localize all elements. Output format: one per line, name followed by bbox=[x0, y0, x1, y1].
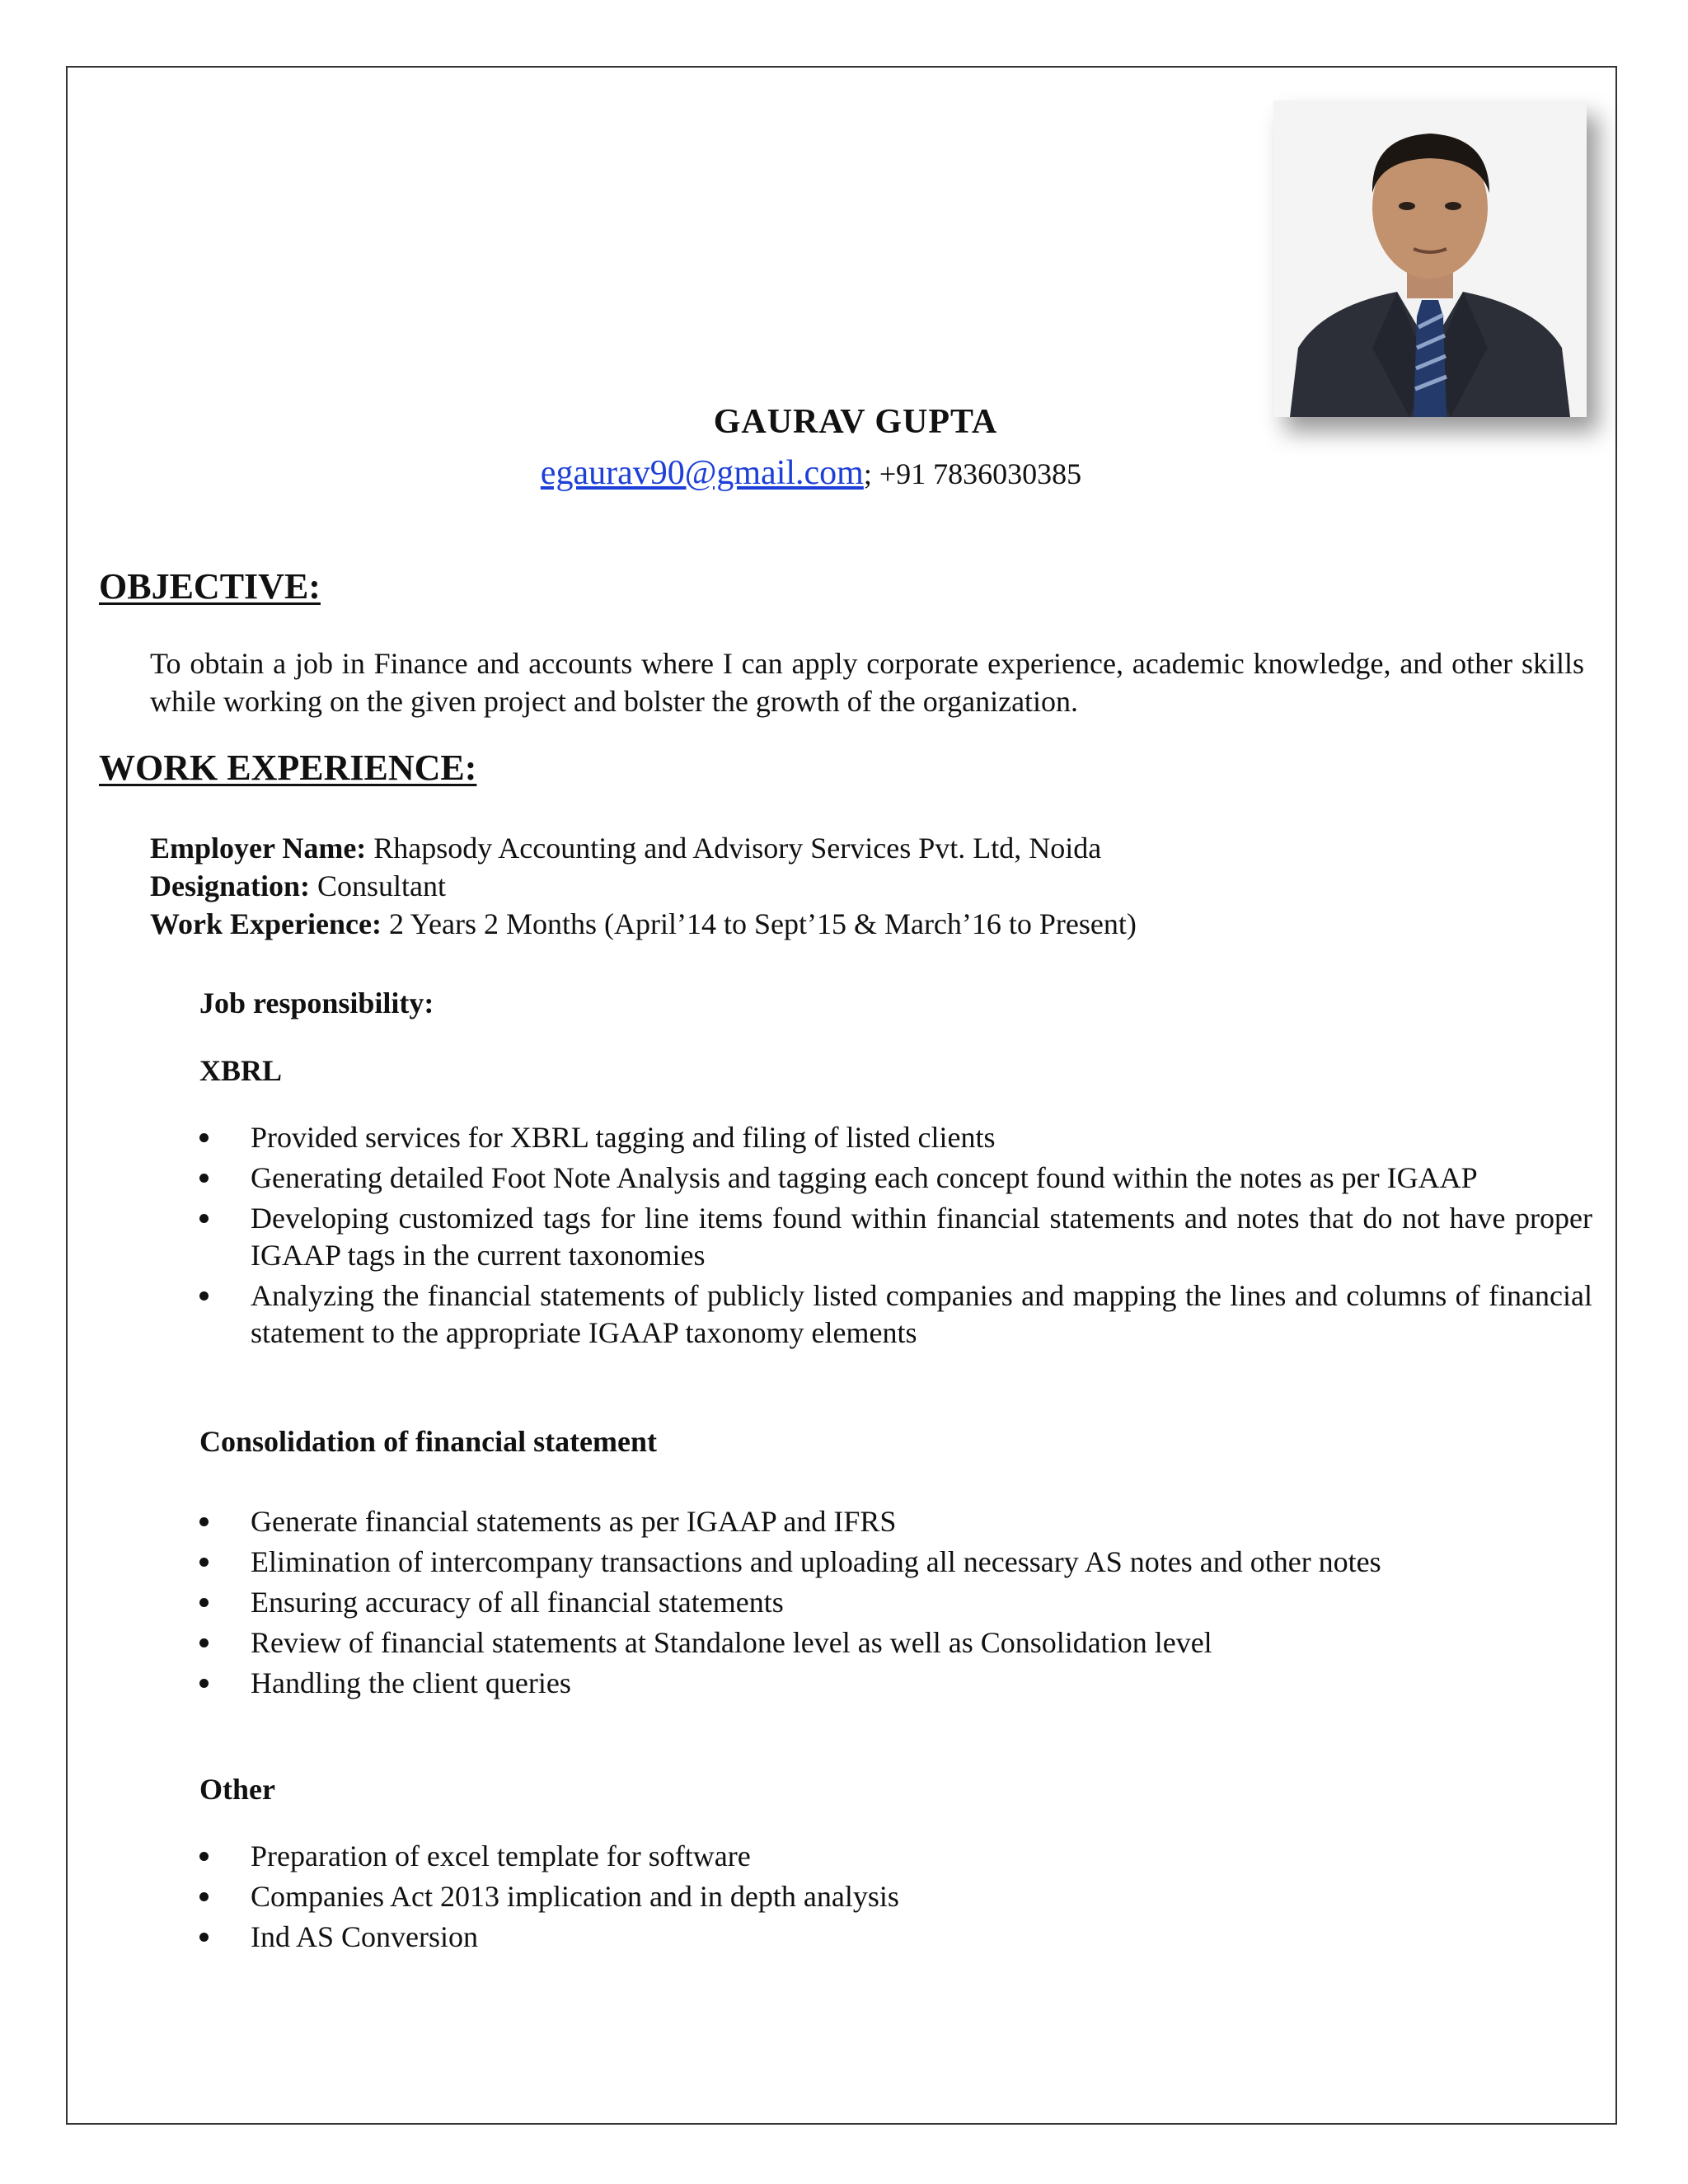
bullet-icon bbox=[199, 1558, 209, 1567]
list-item: Handling the client queries bbox=[199, 1665, 1592, 1702]
section-title-consolidation: Consolidation of financial statement bbox=[199, 1425, 658, 1458]
employer-value: Rhapsody Accounting and Advisory Services Pvt. Ltd, Noida bbox=[373, 832, 1102, 865]
objective-text: To obtain a job in Finance and accounts where I can apply corporate experience, academic knowledge, and other skills while working on the given project and bolster the growth of the organization. bbox=[150, 647, 1584, 718]
bullet-icon bbox=[199, 1852, 209, 1861]
bullet-icon bbox=[199, 1679, 209, 1688]
objective-heading: OBJECTIVE: bbox=[99, 566, 321, 607]
other-bullet-list bbox=[199, 1838, 1592, 1959]
section-title-xbrl: XBRL bbox=[199, 1054, 283, 1087]
employer-line bbox=[150, 831, 1101, 865]
list-item: Developing customized tags for line items found within financial statements and notes that do not have proper IGAAP tags in the current taxonomies bbox=[199, 1200, 1592, 1274]
bullet-icon bbox=[199, 1174, 209, 1183]
list-item: Companies Act 2013 implication and in depth analysis bbox=[199, 1878, 1592, 1915]
list-item: Ensuring accuracy of all financial statements bbox=[199, 1584, 1592, 1621]
contact-line bbox=[0, 453, 1688, 493]
bullet-icon bbox=[199, 1892, 209, 1901]
bullet-icon bbox=[199, 1933, 209, 1942]
consolidation-bullet-list bbox=[199, 1503, 1592, 1705]
section-title-other: Other bbox=[199, 1773, 275, 1806]
bullet-icon bbox=[199, 1638, 209, 1647]
job-responsibility-heading: Job responsibility: bbox=[199, 987, 434, 1019]
list-item: Preparation of excel template for software bbox=[199, 1838, 1592, 1875]
phone-number: +91 7836030385 bbox=[879, 457, 1082, 490]
designation-line bbox=[150, 869, 446, 903]
contact-separator: ; bbox=[863, 457, 872, 490]
bullet-icon bbox=[199, 1291, 209, 1301]
experience-value: 2 Years 2 Months (April’14 to Sept’15 & March’16 to Present) bbox=[388, 907, 1137, 940]
designation-label: Designation: bbox=[150, 869, 311, 902]
xbrl-bullet-list bbox=[199, 1119, 1592, 1355]
list-item: Review of financial statements at Standalone level as well as Consolidation level bbox=[199, 1624, 1592, 1661]
list-item: Analyzing the financial statements of publicly listed companies and mapping the lines and columns of financial statement to the appropriate IGAAP taxonomy elements bbox=[199, 1277, 1592, 1352]
bullet-icon bbox=[199, 1598, 209, 1607]
employer-label: Employer Name: bbox=[150, 832, 367, 865]
profile-photo-illustration bbox=[1273, 101, 1587, 417]
list-item: Generating detailed Foot Note Analysis and tagging each concept found within the notes as per IGAAP bbox=[199, 1160, 1592, 1197]
list-item: Elimination of intercompany transactions and uploading all necessary AS notes and other notes bbox=[199, 1544, 1592, 1581]
list-item: Ind AS Conversion bbox=[199, 1919, 1592, 1956]
profile-photo bbox=[1273, 101, 1587, 417]
experience-label: Work Experience: bbox=[150, 907, 382, 940]
work-experience-heading: WORK EXPERIENCE: bbox=[99, 748, 477, 788]
list-item: Generate financial statements as per IGAAP and IFRS bbox=[199, 1503, 1592, 1540]
candidate-name: GAURAV GUPTA bbox=[713, 403, 998, 441]
bullet-icon bbox=[199, 1517, 209, 1526]
email-link[interactable]: egaurav90@gmail.com bbox=[540, 454, 864, 492]
bullet-icon bbox=[199, 1214, 209, 1223]
experience-line bbox=[150, 907, 1137, 941]
list-item: Provided services for XBRL tagging and filing of listed clients bbox=[199, 1119, 1592, 1156]
designation-value: Consultant bbox=[317, 869, 447, 902]
bullet-icon bbox=[199, 1133, 209, 1142]
